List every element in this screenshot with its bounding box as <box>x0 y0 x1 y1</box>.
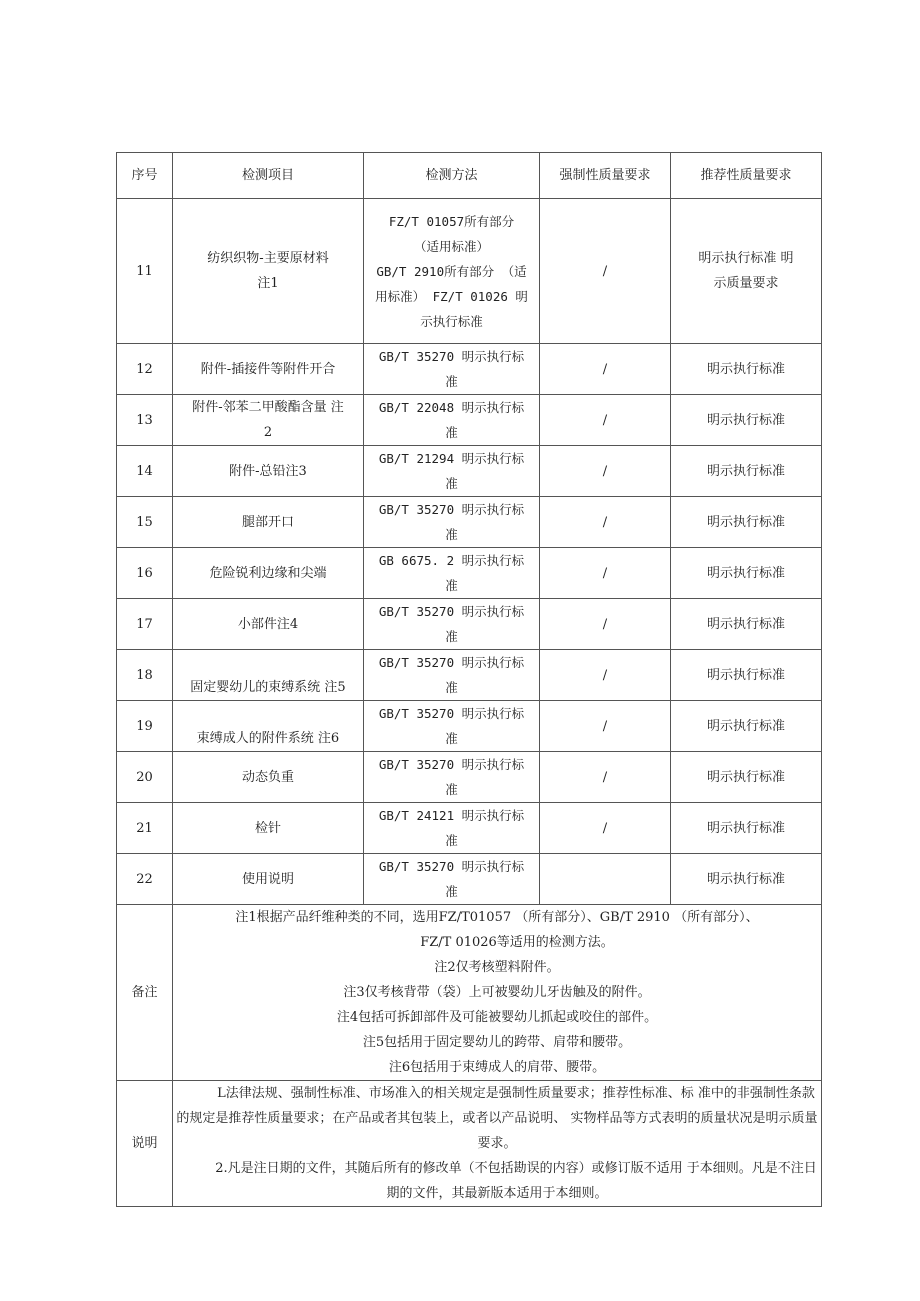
explanation-row <box>117 1081 822 1207</box>
header-no: 序号 <box>117 153 173 199</box>
table-row <box>117 548 822 599</box>
table-row <box>117 650 822 701</box>
row-item: 附件-总铅注3 <box>173 446 364 497</box>
row-no: 19 <box>117 701 173 752</box>
row-item: 危险锐利边缘和尖端 <box>173 548 364 599</box>
row-method: GB/T 22048 明示执行标 准 <box>364 395 540 446</box>
note-line: 注4包括可拆卸部件及可能被婴幼儿抓起或咬住的部件。 <box>336 1010 658 1025</box>
row-mandatory: / <box>540 701 671 752</box>
header-recommended: 推荐性质量要求 <box>671 153 822 199</box>
row-recommended: 明示执行标准 <box>671 752 822 803</box>
row-recommended: 明示执行标准 <box>671 803 822 854</box>
row-recommended: 明示执行标准 <box>671 446 822 497</box>
notes-row <box>117 905 822 1081</box>
notes-content <box>173 905 822 1081</box>
table-row <box>117 701 822 752</box>
row-recommended: 明示执行标准 <box>671 599 822 650</box>
row-mandatory: / <box>540 803 671 854</box>
explanation-paragraph: 2.凡是注日期的文件，其随后所有的修改单（不包括勘误的内容）或修订版不适用 于本细则。凡是不注日期的文件，其最新版本适用于本细则。 <box>215 1161 817 1201</box>
table-row <box>117 199 822 344</box>
row-mandatory: / <box>540 650 671 701</box>
row-item: 固定婴幼儿的束缚系统 注5 <box>173 650 364 701</box>
row-no: 12 <box>117 344 173 395</box>
row-method: FZ/T 01057所有部分 （适用标准） GB/T 2910所有部分 （适 用标准） FZ/T 01026 明 示执行标准 <box>364 199 540 344</box>
table-row <box>117 497 822 548</box>
row-method: GB/T 35270 明示执行标 准 <box>364 599 540 650</box>
row-no: 13 <box>117 395 173 446</box>
notes-label: 备注 <box>117 905 173 1081</box>
row-mandatory: / <box>540 599 671 650</box>
row-method: GB/T 24121 明示执行标 准 <box>364 803 540 854</box>
row-recommended: 明示执行标准 <box>671 548 822 599</box>
table-row <box>117 854 822 905</box>
note-line: 注3仅考核背带（袋）上可被婴幼儿牙齿触及的附件。 <box>343 985 651 1000</box>
note-line: 注1根据产品纤维种类的不同，选用FZ/T01057 （所有部分）、GB/T 2910 （所有部分）、 <box>235 910 759 925</box>
note-line: 注5包括用于固定婴幼儿的跨带、肩带和腰带。 <box>362 1035 632 1050</box>
row-mandatory: / <box>540 497 671 548</box>
row-no: 17 <box>117 599 173 650</box>
header-method: 检测方法 <box>364 153 540 199</box>
inspection-table <box>116 152 822 1207</box>
row-no: 20 <box>117 752 173 803</box>
header-item: 检测项目 <box>173 153 364 199</box>
table-row <box>117 599 822 650</box>
row-mandatory: / <box>540 446 671 497</box>
row-mandatory: / <box>540 548 671 599</box>
row-recommended: 明示执行标准 明 示质量要求 <box>671 199 822 344</box>
row-no: 11 <box>117 199 173 344</box>
row-no: 18 <box>117 650 173 701</box>
row-recommended: 明示执行标准 <box>671 854 822 905</box>
row-recommended: 明示执行标准 <box>671 395 822 446</box>
row-no: 14 <box>117 446 173 497</box>
table-row <box>117 446 822 497</box>
row-item: 束缚成人的附件系统 注6 <box>173 701 364 752</box>
table-row <box>117 395 822 446</box>
row-item: 小部件注4 <box>173 599 364 650</box>
row-mandatory <box>540 854 671 905</box>
row-mandatory: / <box>540 344 671 395</box>
row-recommended: 明示执行标准 <box>671 650 822 701</box>
row-no: 16 <box>117 548 173 599</box>
explanation-paragraph: L法律法规、强制性标准、市场准入的相关规定是强制性质量要求；推荐性标准、标 准中的非强制性条款的规定是推荐性质量要求；在产品或者其包装上，或者以产品说明、 实物样品等方式表明的质量状况是明示质量要求。 <box>176 1086 818 1151</box>
table-row <box>117 752 822 803</box>
explanation-content <box>173 1081 822 1207</box>
row-method: GB/T 35270 明示执行标 准 <box>364 650 540 701</box>
row-method: GB/T 35270 明示执行标 准 <box>364 854 540 905</box>
row-item: 纺织织物-主要原材料 注1 <box>173 199 364 344</box>
row-method: GB/T 21294 明示执行标 准 <box>364 446 540 497</box>
table-row <box>117 344 822 395</box>
row-recommended: 明示执行标准 <box>671 497 822 548</box>
row-item: 检针 <box>173 803 364 854</box>
row-method: GB/T 35270 明示执行标 准 <box>364 752 540 803</box>
row-method: GB/T 35270 明示执行标 准 <box>364 701 540 752</box>
row-recommended: 明示执行标准 <box>671 701 822 752</box>
explanation-label: 说明 <box>117 1081 173 1207</box>
row-item: 附件-插接件等附件开合 <box>173 344 364 395</box>
row-no: 21 <box>117 803 173 854</box>
row-method: GB/T 35270 明示执行标 准 <box>364 344 540 395</box>
note-line: 注2仅考核塑料附件。 <box>434 960 560 975</box>
table-header-row <box>117 153 822 199</box>
row-no: 15 <box>117 497 173 548</box>
row-item: 使用说明 <box>173 854 364 905</box>
header-mandatory: 强制性质量要求 <box>540 153 671 199</box>
row-method: GB 6675. 2 明示执行标 准 <box>364 548 540 599</box>
row-mandatory: / <box>540 395 671 446</box>
note-line: 注6包括用于束缚成人的肩带、腰带。 <box>388 1060 606 1075</box>
row-mandatory: / <box>540 752 671 803</box>
row-method: GB/T 35270 明示执行标 准 <box>364 497 540 548</box>
row-item: 腿部开口 <box>173 497 364 548</box>
note-line: FZ/T 01026等适用的检测方法。 <box>420 935 614 950</box>
row-mandatory: / <box>540 199 671 344</box>
row-item: 附件-邻苯二甲酸酯含量 注 2 <box>173 395 364 446</box>
row-item: 动态负重 <box>173 752 364 803</box>
table-row <box>117 803 822 854</box>
row-recommended: 明示执行标准 <box>671 344 822 395</box>
row-no: 22 <box>117 854 173 905</box>
